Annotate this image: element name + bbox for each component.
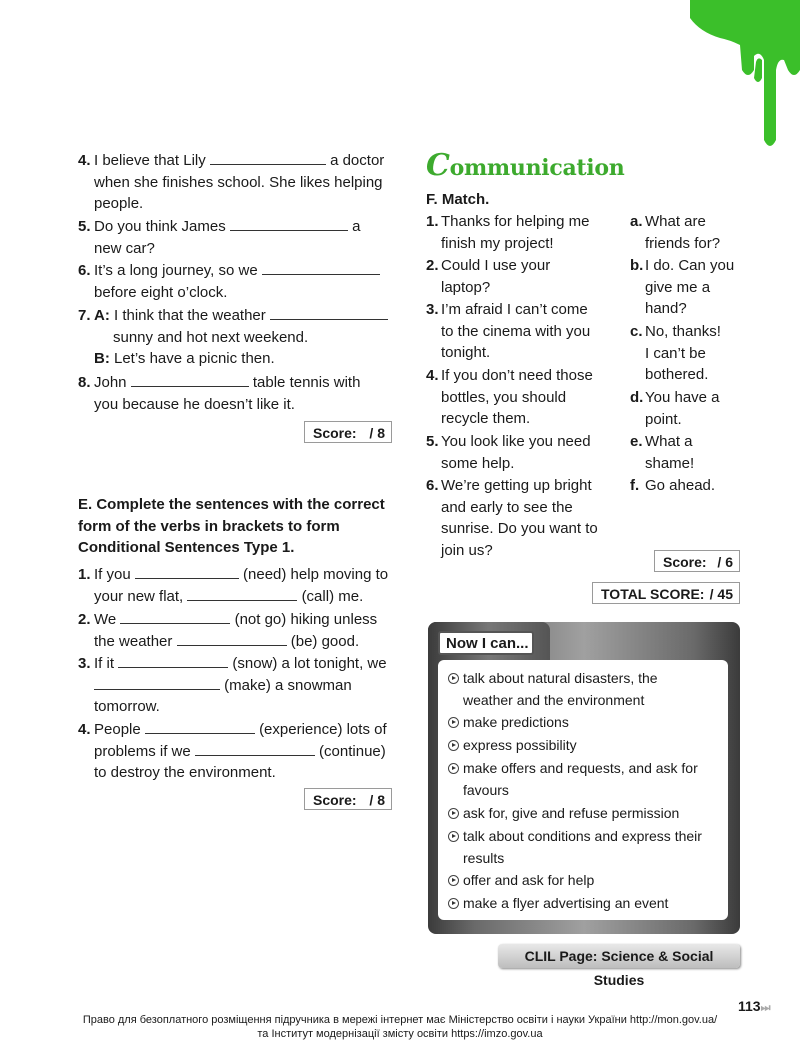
- answer-blank[interactable]: [120, 609, 230, 624]
- play-bullet-icon: [448, 763, 459, 774]
- play-bullet-icon: [448, 875, 459, 886]
- answer-blank[interactable]: [187, 586, 297, 601]
- answer-blank[interactable]: [177, 631, 287, 646]
- play-bullet-icon: [448, 831, 459, 842]
- exercise-e-heading: E. Complete the sentences with the correct form of the verbs in brackets to form Conditional Sentences Type 1.: [78, 496, 385, 556]
- green-splash-decoration: [690, 0, 800, 150]
- answer-blank[interactable]: [145, 719, 255, 734]
- play-bullet-icon: [448, 808, 459, 819]
- answer-blank[interactable]: [118, 653, 228, 668]
- footer-line-1: Право для безоплатного розміщення підручника в мережі інтернет має Міністерство освіти і науки України http://mon.gov.ua/: [82, 1014, 718, 1026]
- clil-page-link[interactable]: CLIL Page: Science & Social Studies: [498, 944, 740, 968]
- score-box: Score: / 8: [304, 421, 392, 443]
- answer-blank[interactable]: [262, 260, 380, 275]
- answer-blank[interactable]: [94, 675, 220, 690]
- answer-blank[interactable]: [270, 305, 388, 320]
- score-box: Score: / 6: [654, 550, 740, 572]
- play-bullet-icon: [448, 717, 459, 728]
- answer-blank[interactable]: [195, 741, 315, 756]
- now-i-can-title: Now I can...: [438, 631, 534, 655]
- total-score-box: TOTAL SCORE: / 45: [592, 582, 740, 604]
- answer-blank[interactable]: [210, 150, 326, 165]
- answer-blank[interactable]: [230, 216, 348, 231]
- answer-blank[interactable]: [135, 564, 239, 579]
- answer-blank[interactable]: [131, 372, 249, 387]
- play-bullet-icon: [448, 740, 459, 751]
- play-bullet-icon: [448, 898, 459, 909]
- section-title: Communication: [426, 148, 625, 183]
- play-bullet-icon: [448, 673, 459, 684]
- score-box: Score: / 8: [304, 788, 392, 810]
- page-number: 113⏭: [738, 998, 771, 1014]
- exercise-f-heading: F. Match.: [426, 191, 490, 208]
- next-page-icon: ⏭: [760, 1002, 771, 1014]
- footer-line-2: та Інститут модернізації змісту освіти https://imzo.gov.ua: [257, 1028, 543, 1040]
